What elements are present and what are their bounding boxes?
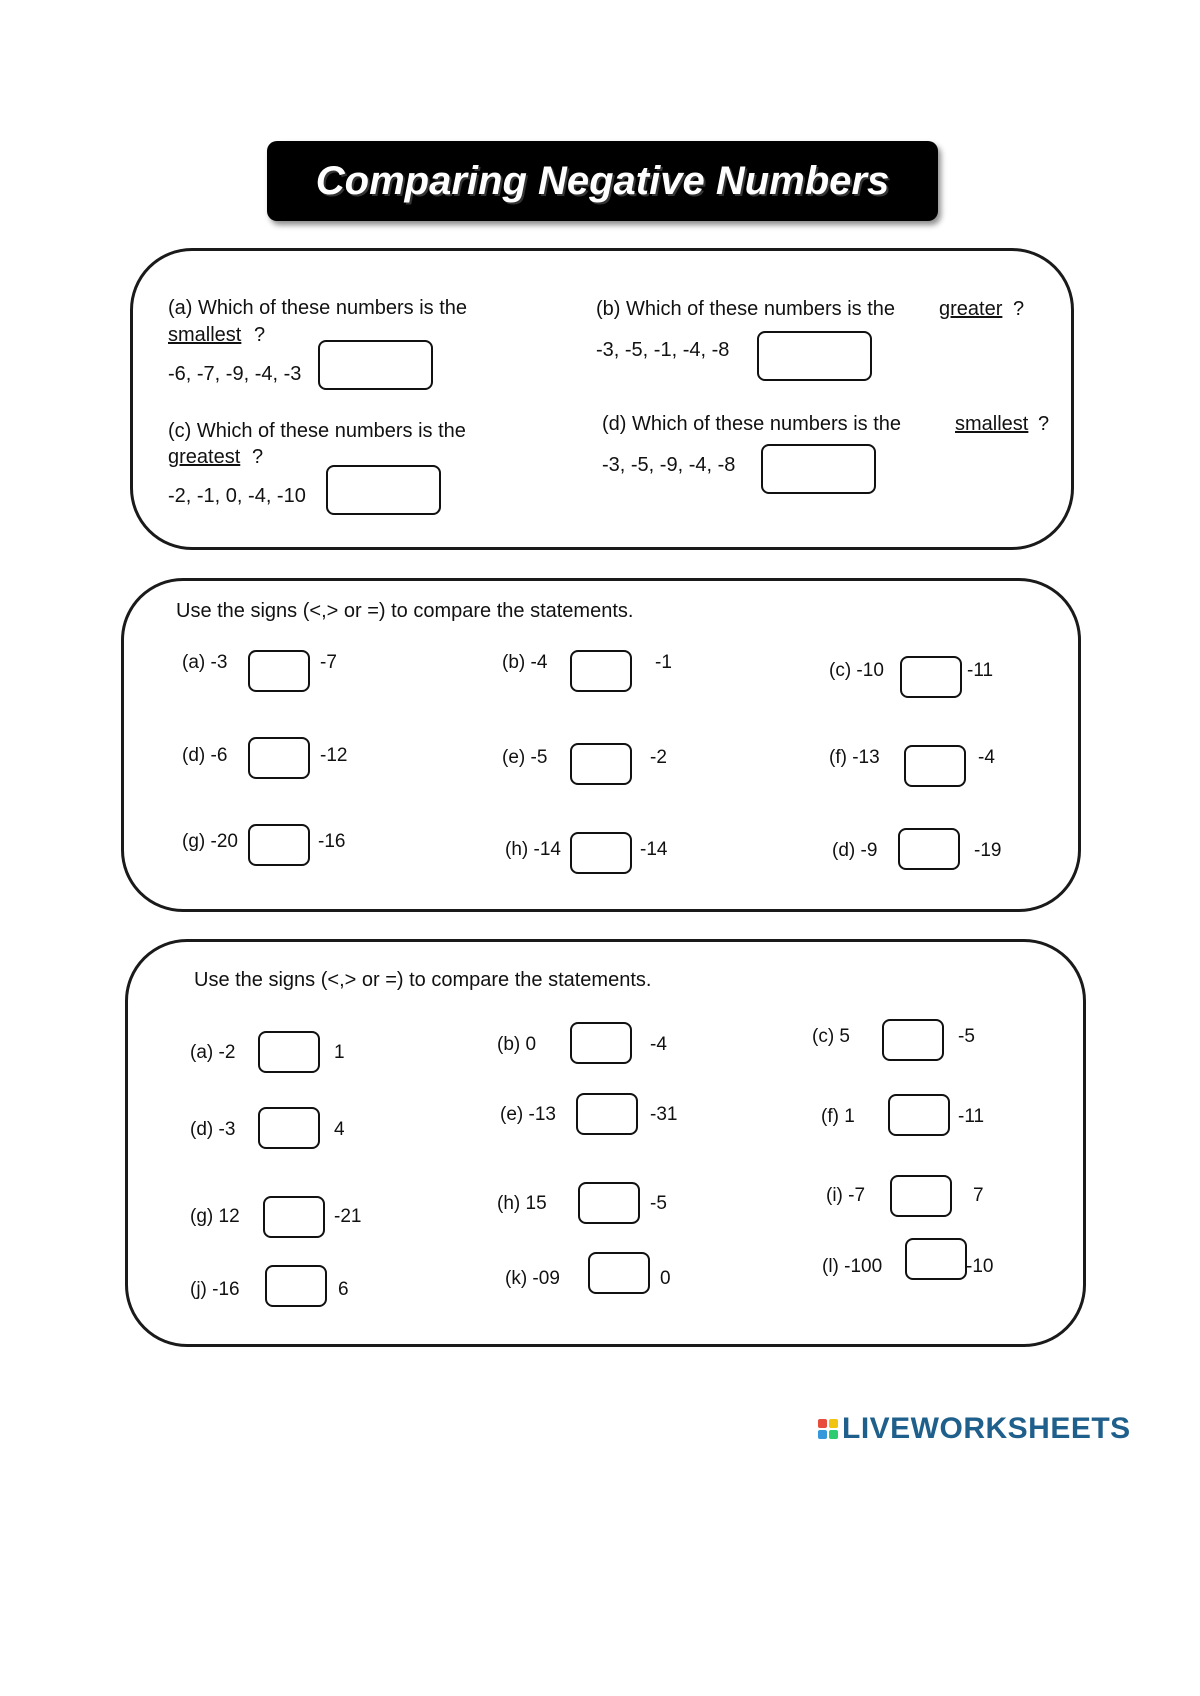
- compare-answer-box[interactable]: [904, 745, 966, 787]
- worksheet-title: Comparing Negative Numbers: [315, 158, 890, 203]
- compare-answer-box[interactable]: [263, 1196, 325, 1238]
- question-d-suffix: ?: [1038, 413, 1050, 435]
- compare-right: -12: [320, 745, 348, 766]
- compare-right: -11: [958, 1106, 985, 1127]
- compare-right: -19: [974, 840, 1002, 861]
- compare-right: -4: [978, 747, 995, 768]
- logo-grid-icon: [818, 1419, 838, 1439]
- compare-left: (h) 15: [497, 1193, 547, 1214]
- compare-answer-box[interactable]: [905, 1238, 967, 1280]
- compare-answer-box[interactable]: [888, 1094, 950, 1136]
- compare-answer-box[interactable]: [588, 1252, 650, 1294]
- compare-left: (c) -10: [829, 660, 884, 681]
- compare-answer-box[interactable]: [248, 650, 310, 692]
- compare-left: (a) -2: [190, 1042, 236, 1063]
- compare-left: (j) -16: [190, 1279, 240, 1300]
- compare-answer-box[interactable]: [258, 1031, 320, 1073]
- compare-answer-box[interactable]: [576, 1093, 638, 1135]
- compare-right: 1: [334, 1042, 345, 1063]
- compare-left: (e) -13: [500, 1104, 556, 1125]
- question-b-numbers: -3, -5, -1, -4, -8: [596, 339, 730, 361]
- compare-right: -11: [967, 660, 994, 681]
- logo-square: [818, 1419, 827, 1428]
- question-a-keyword: smallest: [168, 324, 242, 346]
- compare-answer-box[interactable]: [882, 1019, 944, 1061]
- compare-answer-box[interactable]: [570, 650, 632, 692]
- compare-right: -14: [640, 839, 668, 860]
- compare-left: (e) -5: [502, 747, 548, 768]
- question-d-prefix: (d) Which of these numbers is the: [602, 413, 902, 435]
- compare-left: (f) -13: [829, 747, 880, 768]
- question-a-numbers: -6, -7, -9, -4, -3: [168, 363, 302, 385]
- compare-right: 6: [338, 1279, 349, 1300]
- compare-left: (k) -09: [505, 1268, 560, 1289]
- compare-right: 0: [660, 1268, 671, 1289]
- compare-answer-box[interactable]: [898, 828, 960, 870]
- compare-left: (f) 1: [821, 1106, 855, 1127]
- compare-right: 4: [334, 1119, 345, 1140]
- question-d-keyword: smallest: [955, 413, 1029, 435]
- compare-right: 7: [973, 1185, 984, 1206]
- liveworksheets-logo[interactable]: [818, 1412, 1131, 1446]
- answer-box-1d[interactable]: [761, 444, 876, 494]
- compare-answer-box[interactable]: [570, 743, 632, 785]
- question-b-prefix: (b) Which of these numbers is the: [596, 298, 896, 320]
- compare-right: -16: [318, 831, 346, 852]
- compare-answer-box[interactable]: [248, 824, 310, 866]
- compare-left: (a) -3: [182, 652, 228, 673]
- compare-answer-box[interactable]: [578, 1182, 640, 1224]
- compare-left: (i) -7: [826, 1185, 866, 1206]
- answer-box-1c[interactable]: [326, 465, 441, 515]
- compare-answer-box[interactable]: [248, 737, 310, 779]
- question-c-prefix: (c) Which of these numbers is the: [168, 420, 466, 442]
- question-a-prefix: (a) Which of these numbers is the: [168, 297, 468, 319]
- compare-left: (c) 5: [812, 1026, 850, 1047]
- compare-left: (d) -6: [182, 745, 228, 766]
- compare-right: -7: [320, 652, 337, 673]
- question-b-keyword: greater: [939, 298, 1003, 320]
- section-2-instruction: Use the signs (<,> or =) to compare the statements.: [176, 600, 634, 622]
- compare-right: -5: [650, 1193, 667, 1214]
- compare-right: -21: [334, 1206, 362, 1227]
- question-c-suffix: ?: [252, 446, 264, 468]
- compare-right: -5: [958, 1026, 975, 1047]
- compare-right: -1: [655, 652, 672, 673]
- question-c-keyword: greatest: [168, 446, 241, 468]
- compare-left: (l) -100: [822, 1256, 883, 1277]
- compare-right: -2: [650, 747, 667, 768]
- compare-left: (d) -9: [832, 840, 878, 861]
- question-c-numbers: -2, -1, 0, -4, -10: [168, 485, 306, 507]
- compare-answer-box[interactable]: [258, 1107, 320, 1149]
- logo-square: [818, 1430, 827, 1439]
- compare-left: (h) -14: [505, 839, 561, 860]
- question-d-numbers: -3, -5, -9, -4, -8: [602, 454, 736, 476]
- question-b-suffix: ?: [1013, 298, 1025, 320]
- compare-answer-box[interactable]: [265, 1265, 327, 1307]
- compare-left: (g) 12: [190, 1206, 240, 1227]
- section-3-instruction: Use the signs (<,> or =) to compare the statements.: [194, 969, 652, 991]
- question-a-suffix: ?: [254, 324, 266, 346]
- compare-answer-box[interactable]: [570, 832, 632, 874]
- logo-square: [829, 1430, 838, 1439]
- logo-square: [829, 1419, 838, 1428]
- title-banner: [267, 141, 938, 221]
- compare-answer-box[interactable]: [900, 656, 962, 698]
- compare-left: (d) -3: [190, 1119, 236, 1140]
- logo-text: LIVEWORKSHEETS: [842, 1412, 1131, 1445]
- compare-left: (g) -20: [182, 831, 238, 852]
- compare-right: -10: [966, 1256, 994, 1277]
- compare-right: -31: [650, 1104, 678, 1125]
- compare-right: -4: [650, 1034, 667, 1055]
- compare-left: (b) -4: [502, 652, 548, 673]
- answer-box-1a[interactable]: [318, 340, 433, 390]
- answer-box-1b[interactable]: [757, 331, 872, 381]
- compare-answer-box[interactable]: [890, 1175, 952, 1217]
- compare-answer-box[interactable]: [570, 1022, 632, 1064]
- compare-left: (b) 0: [497, 1034, 537, 1055]
